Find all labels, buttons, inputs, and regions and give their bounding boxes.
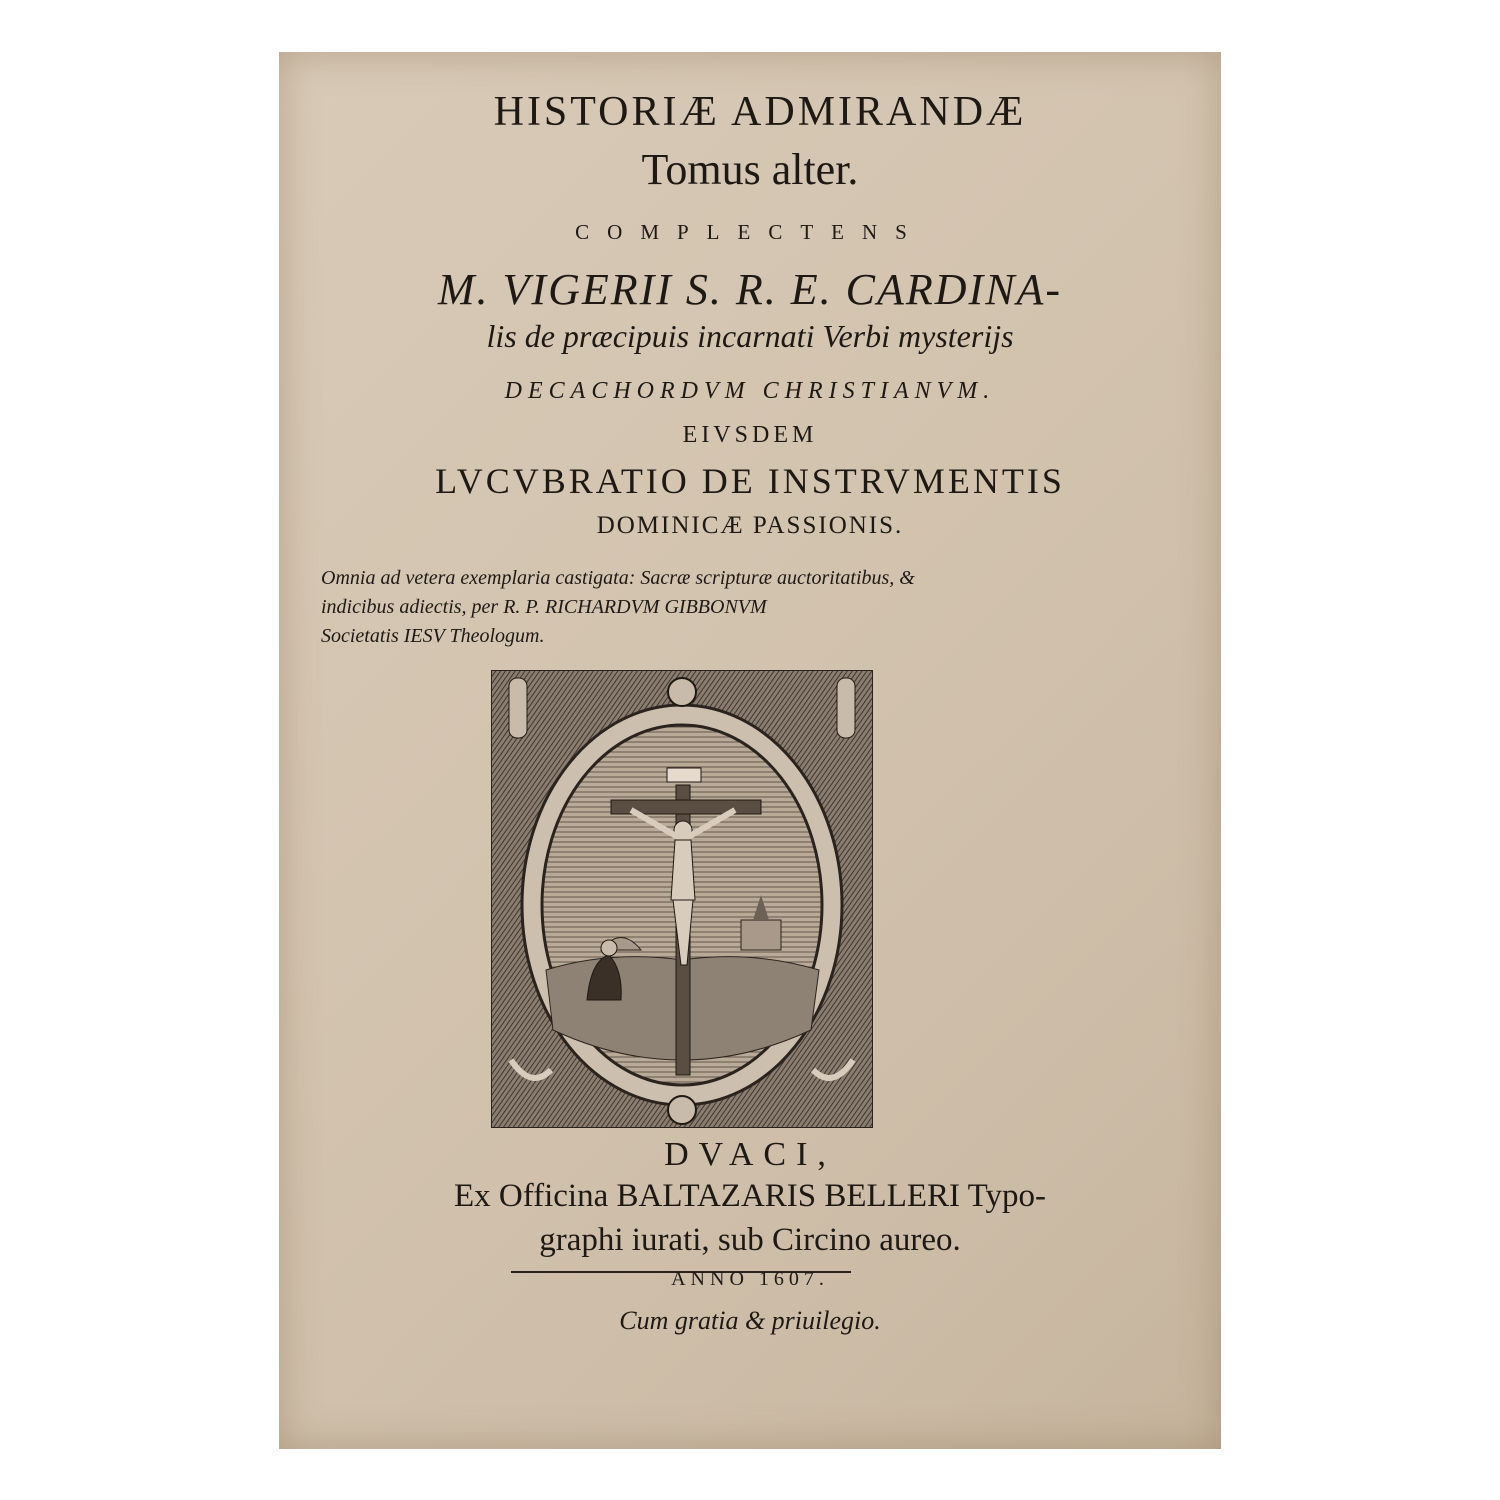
crucifixion-engraving-icon (491, 670, 873, 1128)
imprint-line-1: Ex Officina BALTAZARIS BELLERI Typo- (453, 1178, 1047, 1214)
eiusdem-line: EIVSDEM (682, 422, 818, 448)
author-line-2: lis de præcipuis incarnati Verbi mysterijs (486, 318, 1014, 354)
title-line-2: Tomus alter. (641, 145, 859, 194)
privilege-line: Cum gratia & priuilegio. (619, 1306, 881, 1335)
title-line-1: HISTORIÆ ADMIRANDÆ (493, 89, 1027, 135)
author-line-1: M. VIGERII S. R. E. CARDINA- (437, 265, 1063, 314)
place-of-publication: DVACI, (664, 1136, 836, 1173)
publication-year: ANNO 1607. (671, 1268, 829, 1290)
editorial-note-line-3: Societatis IESV Theologum. (321, 625, 545, 647)
editorial-note-line-2: indicibus adiectis, per R. P. RICHARDVM GIBBONVM (321, 596, 767, 618)
editorial-note (321, 564, 1061, 651)
title-page (279, 52, 1221, 1449)
dominicae-line: DOMINICÆ PASSIONIS. (596, 512, 904, 539)
decachordum-line: DECACHORDVM CHRISTIANVM. (504, 378, 996, 404)
lucubratio-line: LVCVBRATIO DE INSTRVMENTIS (435, 461, 1065, 501)
complectens-label: COMPLECTENS (575, 220, 925, 244)
imprint-line-2: graphi iurati, sub Circino aureo. (539, 1222, 961, 1258)
editorial-note-line-1: Omnia ad vetera exemplaria castigata: Sacræ scripturæ auctoritatibus, & (321, 567, 915, 589)
